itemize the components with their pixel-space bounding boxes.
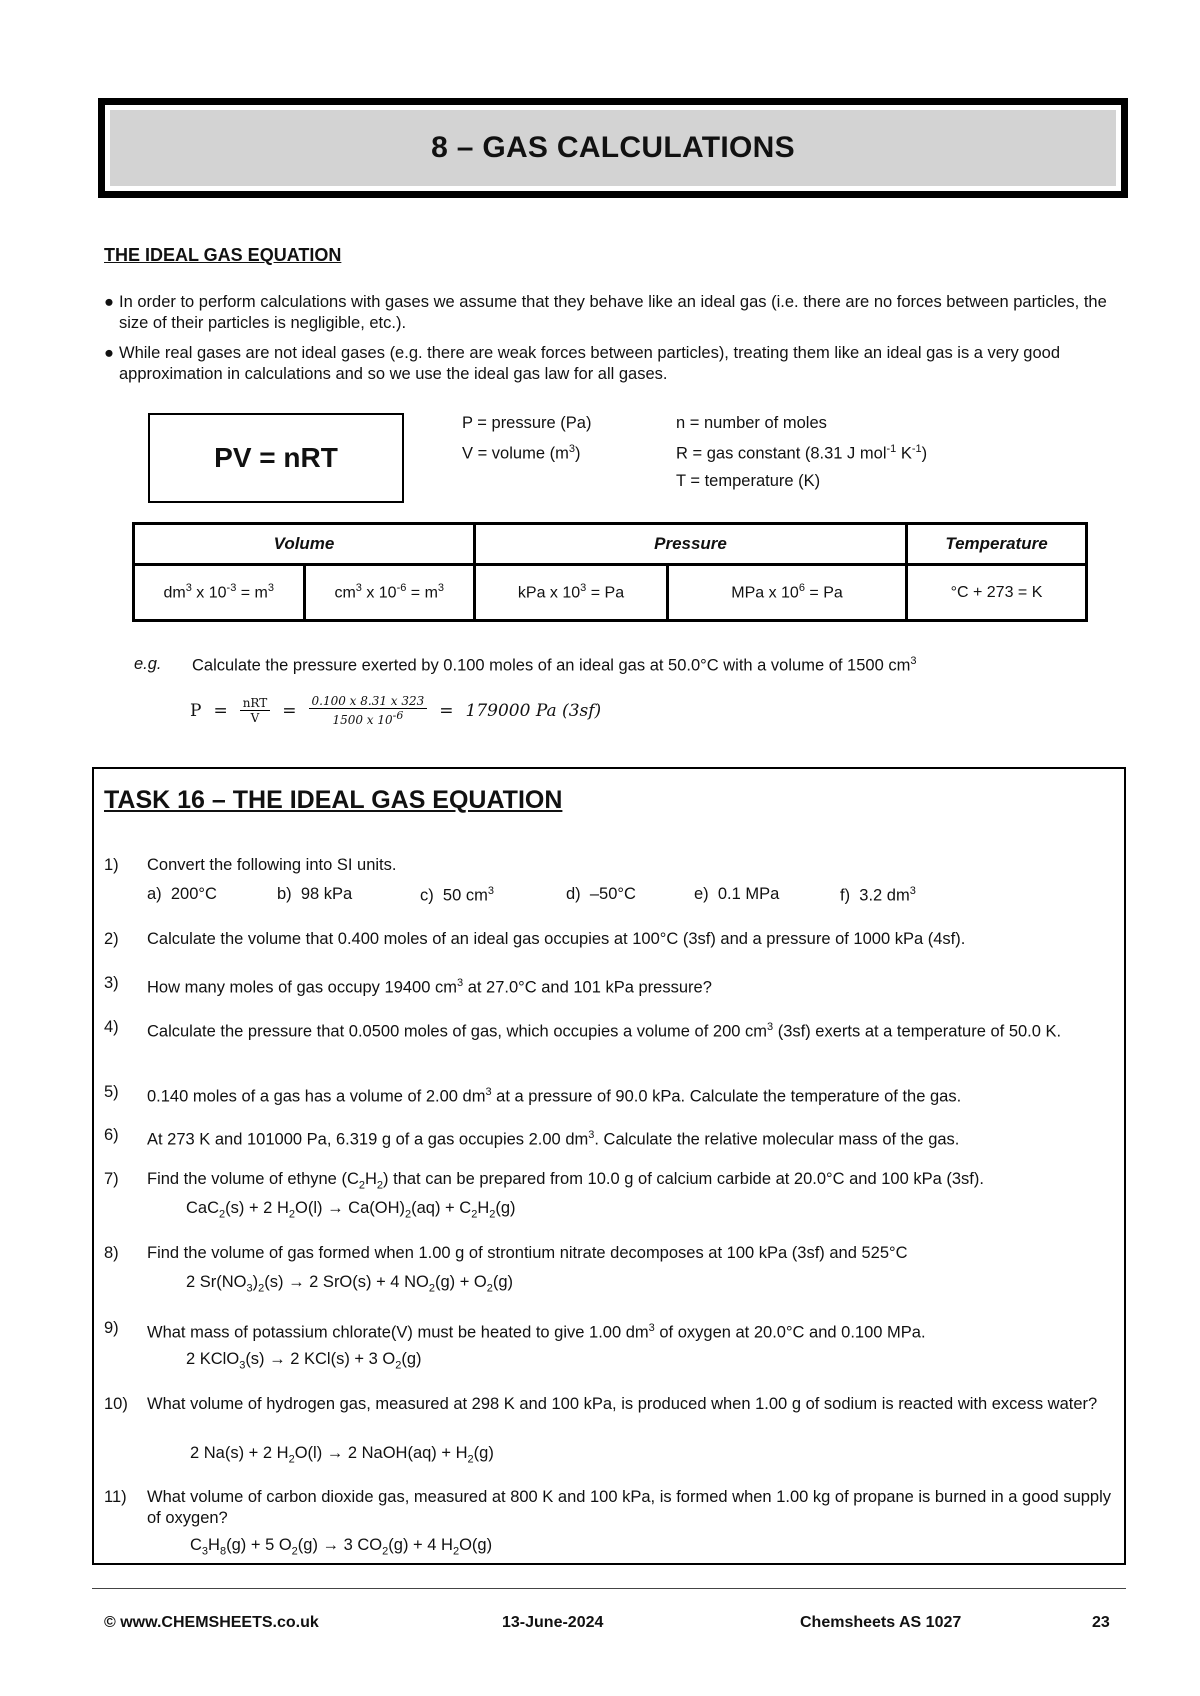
footer-date: 13-June-2024: [502, 1614, 604, 1631]
question-2: 2) Calculate the volume that 0.400 moles of an ideal gas occupies at 100°C (3sf) and a pressure of 1000 kPa (4sf).: [104, 930, 966, 948]
math-lhs: P: [190, 700, 202, 721]
bullet-text: While real gases are not ideal gases (e.g. there are weak forces between particles), treating them like an ideal gas is a very good approximation in calculations and so we use the ideal gas law for all gases.: [119, 344, 1060, 383]
q1-part-f: f) 3.2 $dm^3$: [840, 885, 916, 905]
bullet-text: In order to perform calculations with gases we assume that they behave like an ideal gas (i.e. there are no forces between particles, the size of their particles is negligible, etc.).: [119, 293, 1107, 332]
q1-part-b: b) 98 kPa: [277, 885, 353, 903]
example-text: Calculate the pressure exerted by 0.100 moles of an ideal gas at 50.0°C with a volume of 1500 $cm^3$: [192, 655, 917, 675]
math-equals: =: [213, 700, 228, 721]
question-6: 6) At 273 K and 101000 Pa, 6.319 g of a gas occupies 2.00 $dm^3$. Calculate the relative molecular mass of the gas.: [104, 1126, 960, 1149]
def-volume: V = volume $(m^3)$: [462, 443, 581, 463]
bullet-dot-icon: ●: [104, 344, 114, 362]
q1-part-a: a) 200°C: [147, 885, 217, 903]
math-equals: =: [282, 700, 297, 721]
question-8: 8) Find the volume of gas formed when 1.00 g of strontium nitrate decomposes at 100 kPa (3sf) and 525°C: [104, 1244, 908, 1262]
reaction-equation-10: 2 Na(s) + 2 $H_2O(l) \to 2$ NaOH(aq) + $H_2(g)$: [190, 1444, 494, 1466]
q1-part-d: d) –50°C: [566, 885, 636, 903]
bullet-dot-icon: ●: [104, 293, 114, 311]
ideal-gas-equation-box: PV = nRT: [148, 413, 404, 503]
footer-site: © www.CHEMSHEETS.co.uk: [104, 1614, 319, 1631]
example-working: [190, 694, 601, 727]
fraction-nrt-over-v: $\frac{\text{nRT}}{V}$: [240, 696, 271, 725]
task-title: TASK 16 – THE IDEAL GAS EQUATION: [104, 786, 563, 814]
question-1: 1) Convert the following into SI units.: [104, 856, 397, 874]
footer-divider: [92, 1588, 1126, 1589]
reaction-equation-7: CaC$_2$(s) + 2 $H_2O(l) \to Ca(OH)_2(aq) + C_2H_2(g)$: [186, 1199, 516, 1221]
fraction-values: $\frac{0.100 x 8.31 x 323}{1500 x 10^{-6}}$: [309, 694, 428, 727]
units-table: [132, 522, 1088, 622]
section-heading: THE IDEAL GAS EQUATION: [104, 245, 342, 265]
question-11: 11) What volume of carbon dioxide gas, measured at 800 K and 100 kPa, is formed when 1.00 kg of propane is burned in a good supply of oxygen?: [104, 1488, 1112, 1527]
cell-cm3: $cm^3$ x $10^{-6} = m^3$: [304, 565, 475, 621]
question-9: 9) What mass of potassium chlorate(V) must be heated to give 1.00 $dm^3$ of oxygen at 20.0°C and 0.100 MPa.: [104, 1319, 926, 1342]
math-result: 179000 Pa (3sf): [465, 700, 602, 721]
question-10: 10) What volume of hydrogen gas, measured at 298 K and 100 kPa, is produced when 1.00 g of sodium is reacted with excess water?: [104, 1395, 1098, 1413]
def-temperature: T = temperature (K): [676, 472, 821, 490]
question-7: 7) Find the volume of ethyne $(C_2H_2)$ that can be prepared from 10.0 g of calcium carbide at 20.0°C and 100 kPa (3sf).: [104, 1170, 984, 1192]
title-box: [98, 98, 1128, 198]
page-title: 8 – GAS CALCULATIONS: [110, 110, 1116, 186]
example-label: e.g.: [134, 655, 162, 673]
bullet-1: [104, 292, 1124, 334]
footer-ref: Chemsheets AS 1027: [800, 1614, 962, 1631]
def-moles: n = number of moles: [676, 414, 827, 432]
question-3: 3) How many moles of gas occupy 19400 $cm^3$ at 27.0°C and 101 kPa pressure?: [104, 974, 712, 997]
math-equals: =: [439, 700, 454, 721]
footer-page-number: 23: [1092, 1614, 1110, 1631]
bullet-2: [104, 343, 1124, 385]
header-pressure: Pressure: [475, 524, 907, 565]
question-4: 4) Calculate the pressure that 0.0500 moles of gas, which occupies a volume of 200 $cm^3$ (3sf) exerts at a temperature of 50.0 K.: [104, 1018, 1062, 1041]
cell-kpa: kPa x $10^3 = Pa$: [475, 565, 668, 621]
def-pressure: P = pressure (Pa): [462, 414, 592, 432]
cell-dm3: $dm^3$ x $10^{-3} = m^3$: [134, 565, 305, 621]
reaction-equation-11: $C_3H_8(g) + 5$ $O_2(g) \to 3$ $CO_2(g) + 4$ $H_2O(g)$: [190, 1536, 493, 1558]
def-gas-constant: R = gas constant (8.31 J mol$^{-1}$ $K^{-1}$): [676, 443, 928, 463]
question-5: 5) 0.140 moles of a gas has a volume of 2.00 $dm^3$ at a pressure of 90.0 kPa. Calculate the temperature of the gas.: [104, 1083, 962, 1106]
cell-celsius: °C + 273 = K: [907, 565, 1087, 621]
reaction-equation-8: 2 $Sr(NO_3)_2(s) \to 2$ SrO(s) + 4 $NO_2(g) + O_2(g)$: [186, 1273, 514, 1295]
cell-mpa: MPa x $10^6 = Pa$: [668, 565, 907, 621]
reaction-equation-9: 2 KClO$_3$(s) → 2 KCl(s) + 3 $O_2(g)$: [186, 1350, 422, 1372]
header-volume: Volume: [134, 524, 475, 565]
q1-part-c: c) 50 $cm^3$: [420, 885, 494, 905]
q1-part-e: e) 0.1 MPa: [694, 885, 780, 903]
header-temperature: Temperature: [907, 524, 1087, 565]
